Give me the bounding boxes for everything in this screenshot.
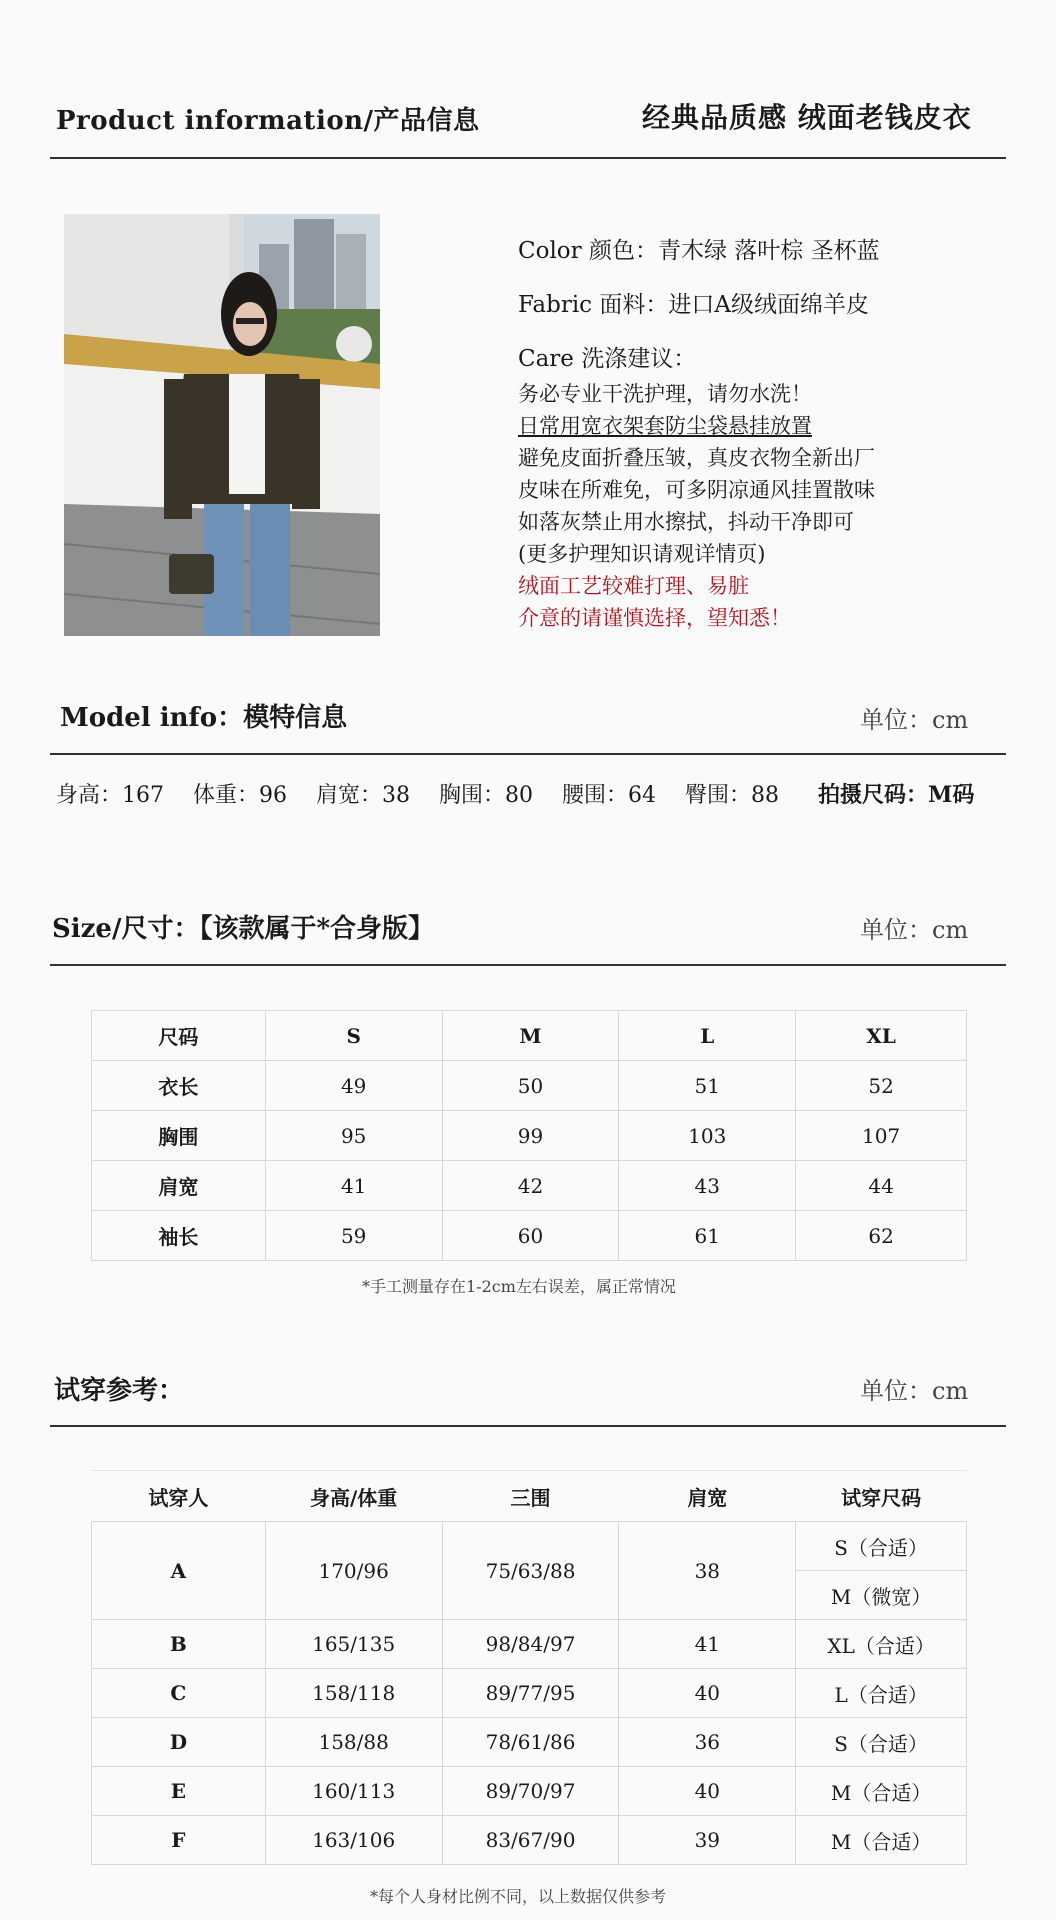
table-row bbox=[92, 1669, 967, 1718]
table-cell: 39 bbox=[619, 1816, 796, 1865]
fit-divider bbox=[50, 1425, 1006, 1427]
table-cell: 38 bbox=[619, 1522, 796, 1620]
table-cell: 99 bbox=[442, 1111, 619, 1161]
header-cell: 肩宽 bbox=[619, 1471, 796, 1522]
table-cell: 170/96 bbox=[265, 1522, 442, 1620]
table-row bbox=[92, 1522, 967, 1571]
model-shoulder: 肩宽：38 bbox=[316, 783, 410, 808]
care-warning: 绒面工艺较难打理、易脏 bbox=[518, 574, 749, 598]
table-cell: 41 bbox=[265, 1161, 442, 1211]
care-label: Care 洗涤建议： bbox=[518, 346, 697, 372]
table-row bbox=[92, 1718, 967, 1767]
care-warning: 介意的请谨慎选择，望知悉！ bbox=[518, 606, 791, 630]
row-label: 肩宽 bbox=[92, 1161, 266, 1211]
table-cell: 165/135 bbox=[265, 1620, 442, 1669]
care-line: 皮味在所难免，可多阴凉通风挂置散味 bbox=[518, 478, 875, 502]
page-title: Product information/产品信息 bbox=[56, 106, 480, 136]
header-cell: 试穿人 bbox=[92, 1471, 266, 1522]
table-cell: 59 bbox=[265, 1211, 442, 1261]
table-cell: 103 bbox=[619, 1111, 796, 1161]
row-label: 胸围 bbox=[92, 1111, 266, 1161]
tester-name: B bbox=[92, 1620, 266, 1669]
table-row bbox=[92, 1161, 967, 1211]
table-row bbox=[92, 1211, 967, 1261]
table-cell: 40 bbox=[619, 1767, 796, 1816]
header-cell: M bbox=[442, 1011, 619, 1061]
model-info-title: Model info：模特信息 bbox=[60, 703, 348, 733]
header-cell: XL bbox=[796, 1011, 967, 1061]
table-cell: 42 bbox=[442, 1161, 619, 1211]
color-line: Color 颜色：青木绿 落叶棕 圣杯蓝 bbox=[518, 238, 880, 264]
model-shoot-size: 拍摄尺码：M码 bbox=[818, 782, 975, 808]
size-title: Size/尺寸：【该款属于*合身版】 bbox=[52, 914, 435, 944]
row-label: 袖长 bbox=[92, 1211, 266, 1261]
table-cell: M（微宽） bbox=[796, 1571, 967, 1620]
table-cell: 51 bbox=[619, 1061, 796, 1111]
header-cell: L bbox=[619, 1011, 796, 1061]
table-cell: S（合适） bbox=[796, 1718, 967, 1767]
table-cell: 36 bbox=[619, 1718, 796, 1767]
table-cell: 158/118 bbox=[265, 1669, 442, 1718]
header-cell: 三围 bbox=[442, 1471, 619, 1522]
row-label: 衣长 bbox=[92, 1061, 266, 1111]
header-cell: 身高/体重 bbox=[265, 1471, 442, 1522]
table-cell: 49 bbox=[265, 1061, 442, 1111]
table-header-row bbox=[92, 1011, 967, 1061]
model-divider bbox=[50, 753, 1006, 755]
model-unit: 单位：cm bbox=[860, 706, 969, 734]
product-info bbox=[518, 236, 1018, 634]
model-height: 身高：167 bbox=[56, 783, 164, 808]
table-row bbox=[92, 1061, 967, 1111]
table-cell: 41 bbox=[619, 1620, 796, 1669]
product-tagline: 经典品质感 绒面老钱皮衣 bbox=[642, 101, 972, 134]
fit-title: 试穿参考： bbox=[54, 1376, 185, 1406]
care-line: (更多护理知识请观详情页) bbox=[518, 542, 766, 566]
table-row bbox=[92, 1111, 967, 1161]
header-divider bbox=[50, 157, 1006, 159]
table-cell: 40 bbox=[619, 1669, 796, 1718]
table-cell: 43 bbox=[619, 1161, 796, 1211]
table-cell: 75/63/88 bbox=[442, 1522, 619, 1620]
table-cell: XL（合适） bbox=[796, 1620, 967, 1669]
fit-unit: 单位：cm bbox=[860, 1377, 969, 1405]
product-photo bbox=[64, 214, 380, 636]
header-cell: 尺码 bbox=[92, 1011, 266, 1061]
size-table bbox=[91, 1010, 967, 1261]
table-cell: 62 bbox=[796, 1211, 967, 1261]
model-bust: 胸围：80 bbox=[439, 783, 533, 808]
header-cell: 试穿尺码 bbox=[796, 1471, 967, 1522]
care-line: 务必专业干洗护理，请勿水洗！ bbox=[518, 382, 812, 406]
table-cell: 107 bbox=[796, 1111, 967, 1161]
table-cell: 89/70/97 bbox=[442, 1767, 619, 1816]
fit-table bbox=[91, 1470, 967, 1865]
care-line: 如落灰禁止用水擦拭，抖动干净即可 bbox=[518, 510, 854, 534]
size-note: *手工测量存在1-2cm左右误差，属正常情况 bbox=[362, 1277, 676, 1296]
table-cell: 83/67/90 bbox=[442, 1816, 619, 1865]
table-cell: 78/61/86 bbox=[442, 1718, 619, 1767]
table-cell: 61 bbox=[619, 1211, 796, 1261]
model-hip: 臀围：88 bbox=[685, 783, 779, 808]
table-cell: 160/113 bbox=[265, 1767, 442, 1816]
tester-name: C bbox=[92, 1669, 266, 1718]
table-row bbox=[92, 1767, 967, 1816]
table-cell: 95 bbox=[265, 1111, 442, 1161]
table-cell: 89/77/95 bbox=[442, 1669, 619, 1718]
care-line: 避免皮面折叠压皱，真皮衣物全新出厂 bbox=[518, 446, 875, 470]
table-cell: 60 bbox=[442, 1211, 619, 1261]
model-waist: 腰围：64 bbox=[562, 783, 656, 808]
model-weight: 体重：96 bbox=[193, 783, 287, 808]
model-measurements bbox=[56, 778, 994, 809]
table-header-row bbox=[92, 1471, 967, 1522]
table-cell: 52 bbox=[796, 1061, 967, 1111]
table-cell: 98/84/97 bbox=[442, 1620, 619, 1669]
size-divider bbox=[50, 964, 1006, 966]
table-row bbox=[92, 1816, 967, 1865]
table-cell: 163/106 bbox=[265, 1816, 442, 1865]
table-cell: 50 bbox=[442, 1061, 619, 1111]
table-cell: 158/88 bbox=[265, 1718, 442, 1767]
fabric-line: Fabric 面料：进口A级绒面绵羊皮 bbox=[518, 292, 869, 318]
table-cell: 44 bbox=[796, 1161, 967, 1211]
table-cell: L（合适） bbox=[796, 1669, 967, 1718]
table-cell: M（合适） bbox=[796, 1767, 967, 1816]
tester-name: A bbox=[92, 1522, 266, 1620]
tester-name: D bbox=[92, 1718, 266, 1767]
tester-name: F bbox=[92, 1816, 266, 1865]
size-unit: 单位：cm bbox=[860, 916, 969, 944]
table-row bbox=[92, 1620, 967, 1669]
fit-note: *每个人身材比例不同，以上数据仅供参考 bbox=[370, 1887, 667, 1906]
table-cell: S（合适） bbox=[796, 1522, 967, 1571]
table-cell: M（合适） bbox=[796, 1816, 967, 1865]
care-line: 日常用宽衣架套防尘袋悬挂放置 bbox=[518, 414, 812, 438]
header-cell: S bbox=[265, 1011, 442, 1061]
tester-name: E bbox=[92, 1767, 266, 1816]
